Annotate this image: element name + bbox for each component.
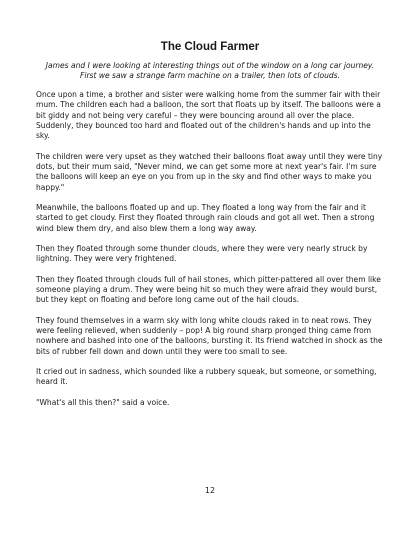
story-intro: James and I were looking at interesting things out of the window on a long car journey. First we saw a strange farm machine on a trailer, then lots of clouds. [45, 61, 375, 81]
story-paragraph: Meanwhile, the balloons floated up and up. They floated a long way from the fair and it started to get cloudy. First they floated through rain clouds and got all wet. Then a strong wind blew them dry, and also blew them a long way away. [36, 202, 375, 233]
story-paragraph: "What's all this then?" said a voice. [36, 397, 170, 407]
story-paragraph: It cried out in sadness, which sounded like a rubbery squeak, but someone, or something, heard it. [36, 367, 377, 387]
story-paragraph: Then they floated through clouds full of hail stones, which pitter-pattered all over them like someone playing a drum. They were being hit so much they were afraid they would burst, but they kept on floating and before long came out of the hail clouds. [36, 274, 381, 305]
story-paragraph: Then they floated through some thunder clouds, where they were very nearly struck by lightning. They were very frightened. [36, 243, 368, 264]
story-title: The Cloud Farmer [160, 41, 260, 53]
story-paragraph: The children were very upset as they watched their balloons float away until they were tiny dots, but their mum said, "Never mind, we can get some more at next year's fair. I'm sure the balloons will keep an eye on you from up in the sky and find other ways to make you happy." [36, 151, 383, 192]
story-paragraph: They found themselves in a warm sky with long white clouds raked in to neat rows. They were feeling relieved, when suddenly – pop! A big round sharp pronged thing came from nowhere and bashed into one of the balloons, bursting it. Its friend watched in shock as the bits of rubber fell down and down until they were too small to see. [36, 315, 383, 356]
story-paragraph: Once upon a time, a brother and sister were walking home from the summer fair with their mum. The children each had a balloon, the sort that floats up by itself. The balloons were a bit giddy and not being very careful – they were bouncing around all over the place. Suddenly, they bounced too hard and floated out of the children's hands and up into the sky. [36, 89, 381, 141]
page-number: 12 [204, 486, 216, 495]
